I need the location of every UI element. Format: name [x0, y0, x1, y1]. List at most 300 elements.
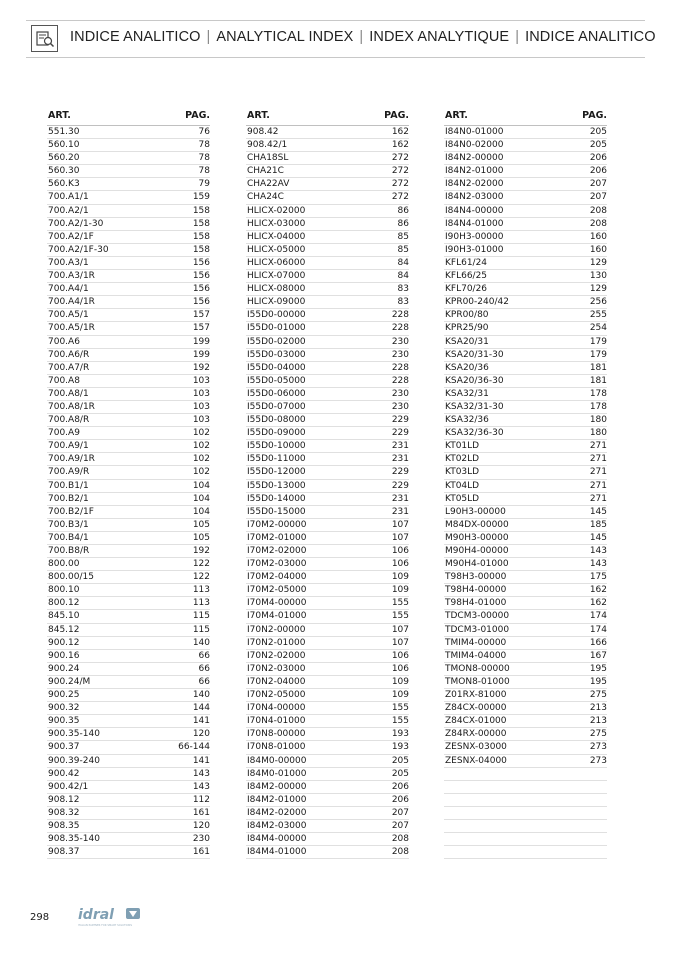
header-top-rule [26, 20, 645, 21]
article-code: KFL70/26 [445, 284, 488, 295]
index-row [246, 414, 409, 427]
index-row [47, 152, 210, 165]
article-code: 900.42 [48, 768, 80, 779]
article-code: CHA22AV [247, 179, 290, 190]
page-ref: 193 [391, 742, 409, 753]
article-code: I55D0-15000 [247, 506, 306, 517]
index-row [47, 571, 210, 584]
index-row [47, 584, 210, 597]
article-code: KPR25/90 [445, 323, 489, 334]
index-row [246, 244, 409, 257]
page-ref: 205 [589, 140, 607, 151]
page-ref: 162 [391, 127, 409, 137]
index-row [444, 375, 607, 388]
index-row [246, 270, 409, 283]
index-row [246, 584, 409, 597]
page-ref: 83 [397, 297, 409, 308]
index-row [47, 165, 210, 178]
page-ref: 179 [589, 336, 607, 347]
column-header [47, 110, 210, 126]
index-row [246, 532, 409, 545]
page-ref: 231 [391, 493, 409, 504]
article-code: Z84RX-00000 [445, 729, 507, 740]
index-row [444, 584, 607, 597]
index-row [444, 571, 607, 584]
page-ref: 129 [589, 257, 607, 268]
article-code: 900.25 [48, 690, 80, 701]
index-row [47, 205, 210, 218]
index-row [47, 728, 210, 741]
article-code: 700.A5/1 [48, 310, 89, 321]
index-row [246, 624, 409, 637]
page-ref: 66 [198, 663, 210, 674]
index-row [47, 178, 210, 191]
index-row [246, 558, 409, 571]
article-code: I55D0-06000 [247, 388, 306, 399]
index-row [47, 610, 210, 623]
index-row [47, 349, 210, 362]
page-ref: 102 [192, 428, 210, 439]
index-row [47, 401, 210, 414]
article-code: 845.10 [48, 611, 80, 622]
page-ref: 206 [589, 153, 607, 164]
article-code: 700.A2/1-30 [48, 218, 104, 229]
index-row [246, 650, 409, 663]
index-row [47, 768, 210, 781]
article-code: 908.42 [247, 127, 279, 137]
article-code: TDCM3-00000 [445, 611, 510, 622]
article-code: TMIM4-04000 [445, 650, 507, 661]
article-code: KSA20/31-30 [445, 349, 504, 360]
page-ref: 213 [589, 703, 607, 714]
article-code: 700.B2/1F [48, 506, 94, 517]
page-ref: 140 [192, 637, 210, 648]
index-row [246, 440, 409, 453]
article-code: 700.A5/1R [48, 323, 95, 334]
article-code: 700.A7/R [48, 362, 90, 373]
art-header: ART. [445, 110, 468, 121]
page-ref: 104 [192, 506, 210, 517]
page-ref: 86 [397, 205, 409, 216]
index-row [246, 165, 409, 178]
page-ref: 143 [589, 546, 607, 556]
brand-name: idral [78, 907, 114, 923]
article-code: I84M2-02000 [247, 807, 307, 818]
page-ref: 107 [391, 624, 409, 635]
index-row [47, 715, 210, 728]
index-row [246, 755, 409, 768]
article-code: I84M0-00000 [247, 755, 307, 766]
article-code: 900.32 [48, 703, 80, 714]
index-row [444, 768, 607, 781]
index-row [444, 296, 607, 309]
article-code: 700.B8/R [48, 546, 90, 556]
page-ref: 207 [391, 807, 409, 818]
brand-logo [78, 906, 144, 928]
index-row [444, 807, 607, 820]
page-ref: 166 [589, 637, 607, 648]
page-ref: 230 [391, 336, 409, 347]
index-row [444, 637, 607, 650]
page-ref: 158 [192, 218, 210, 229]
index-row [47, 466, 210, 479]
page-ref: 157 [192, 310, 210, 321]
index-row [444, 833, 607, 846]
page-ref: 161 [192, 807, 210, 818]
index-row [246, 375, 409, 388]
article-code: KT04LD [445, 480, 480, 491]
title-separator: | [206, 29, 211, 45]
index-row [444, 165, 607, 178]
page-ref: 103 [192, 375, 210, 386]
index-row [444, 349, 607, 362]
article-code: 800.12 [48, 598, 80, 609]
index-row [47, 218, 210, 231]
index-row [246, 663, 409, 676]
index-row [444, 689, 607, 702]
index-row [444, 244, 607, 257]
article-code: 700.A2/1 [48, 205, 89, 216]
article-code: Z01RX-81000 [445, 690, 507, 701]
article-code: 908.42/1 [247, 140, 288, 151]
index-row [246, 401, 409, 414]
page-ref: 229 [391, 480, 409, 491]
page-ref: 78 [198, 140, 210, 151]
article-code: I55D0-02000 [247, 336, 306, 347]
page-ref: 160 [589, 244, 607, 255]
page-ref: 162 [589, 585, 607, 596]
article-code: TMON8-00000 [445, 663, 510, 674]
page-ref: 86 [397, 218, 409, 229]
article-code: 560.30 [48, 166, 80, 177]
article-code: T98H3-00000 [445, 572, 507, 583]
index-row [246, 218, 409, 231]
article-code: KPR00/80 [445, 310, 489, 321]
index-row [47, 820, 210, 833]
page-ref: 83 [397, 284, 409, 295]
article-code: I70N2-01000 [247, 637, 306, 648]
page-ref: 199 [192, 336, 210, 347]
index-row [246, 571, 409, 584]
article-code: KFL61/24 [445, 257, 488, 268]
article-code: I55D0-07000 [247, 401, 306, 412]
article-code: I84N4-00000 [445, 205, 504, 216]
page-ref: 231 [391, 506, 409, 517]
article-code: 700.B4/1 [48, 532, 89, 543]
page-ref: 228 [391, 323, 409, 334]
index-row [47, 257, 210, 270]
index-row [246, 493, 409, 506]
index-row [444, 336, 607, 349]
page-ref: 160 [589, 231, 607, 242]
page-ref: 167 [589, 650, 607, 661]
page-ref: 109 [391, 676, 409, 687]
page-ref: 158 [192, 205, 210, 216]
page-ref: 229 [391, 428, 409, 439]
page-ref: 273 [589, 755, 607, 766]
article-code: 900.24/M [48, 676, 91, 687]
index-row [444, 663, 607, 676]
index-row [444, 152, 607, 165]
article-code: I70M2-03000 [247, 559, 307, 570]
index-row [246, 480, 409, 493]
article-code: 560.K3 [48, 179, 80, 190]
index-row [47, 231, 210, 244]
article-code: I84N0-01000 [445, 127, 504, 137]
index-row [246, 296, 409, 309]
page-ref: 174 [589, 624, 607, 635]
article-code: 908.35-140 [48, 834, 100, 845]
page-ref: 231 [391, 454, 409, 465]
article-code: 700.B1/1 [48, 480, 89, 491]
article-code: KSA32/31-30 [445, 401, 504, 412]
index-row [246, 781, 409, 794]
page-ref: 102 [192, 441, 210, 452]
article-code: I84M2-00000 [247, 781, 307, 792]
article-code: HLICX-07000 [247, 271, 306, 282]
article-code: 700.A6 [48, 336, 80, 347]
search-document-icon [31, 25, 58, 52]
page-ref: 229 [391, 415, 409, 426]
index-row [246, 257, 409, 270]
page-ref: 143 [589, 559, 607, 570]
page-ref: 228 [391, 310, 409, 321]
page-ref: 181 [589, 375, 607, 386]
index-row [444, 388, 607, 401]
index-row [47, 244, 210, 257]
index-row [246, 637, 409, 650]
article-code: 700.A3/1R [48, 271, 95, 282]
page-ref: 271 [589, 441, 607, 452]
index-row [246, 427, 409, 440]
article-code: 560.20 [48, 153, 80, 164]
article-code: I70N2-00000 [247, 624, 306, 635]
page-ref: 113 [192, 598, 210, 609]
article-code: 700.A2/1F [48, 231, 94, 242]
page-ref: 272 [391, 166, 409, 177]
index-row [246, 283, 409, 296]
article-code: 900.35 [48, 716, 80, 727]
page-ref: 84 [397, 257, 409, 268]
article-code: 900.37 [48, 742, 80, 753]
page-ref: 66 [198, 650, 210, 661]
index-row [246, 807, 409, 820]
page-ref: 106 [391, 559, 409, 570]
article-code: M84DX-00000 [445, 519, 509, 530]
index-row [444, 270, 607, 283]
index-row [444, 126, 607, 139]
index-row [444, 178, 607, 191]
article-code: 700.A8 [48, 375, 80, 386]
article-code: 551.30 [48, 127, 80, 137]
article-code: 700.A8/R [48, 415, 90, 426]
index-row [47, 624, 210, 637]
index-column-1 [47, 110, 210, 859]
index-row [444, 597, 607, 610]
page-ref: 178 [589, 401, 607, 412]
article-code: 700.B2/1 [48, 493, 89, 504]
article-code: 900.39-240 [48, 755, 100, 766]
pag-header: PAG. [384, 110, 409, 121]
page-ref: 66 [198, 676, 210, 687]
index-row [246, 506, 409, 519]
article-code: 560.10 [48, 140, 80, 151]
page-ref: 122 [192, 572, 210, 583]
article-code: T98H4-01000 [445, 598, 507, 609]
page-ref: 122 [192, 559, 210, 570]
index-row [444, 401, 607, 414]
page-ref: 208 [391, 834, 409, 845]
index-row [444, 139, 607, 152]
page-title [70, 29, 656, 45]
article-code: 800.00 [48, 559, 80, 570]
page-ref: 141 [192, 716, 210, 727]
page-ref: 103 [192, 415, 210, 426]
page-ref: 231 [391, 441, 409, 452]
article-code: KSA20/36-30 [445, 375, 504, 386]
page-ref: 155 [391, 611, 409, 622]
index-row [246, 846, 409, 859]
page-ref: 112 [192, 794, 210, 805]
page-number: 298 [30, 912, 50, 923]
index-row [246, 139, 409, 152]
page-ref: 230 [391, 349, 409, 360]
article-code: I84M0-01000 [247, 768, 307, 779]
index-row [47, 702, 210, 715]
page-ref: 105 [192, 519, 210, 530]
index-row [47, 781, 210, 794]
page-ref: 174 [589, 611, 607, 622]
page-ref: 206 [589, 166, 607, 177]
page-ref: 129 [589, 284, 607, 295]
article-code: ZESNX-03000 [445, 742, 507, 753]
index-row [246, 597, 409, 610]
index-row [47, 689, 210, 702]
page-ref: 84 [397, 271, 409, 282]
page-ref: 206 [391, 781, 409, 792]
article-code: 800.10 [48, 585, 80, 596]
index-row [47, 322, 210, 335]
article-code: TMIM4-00000 [445, 637, 507, 648]
article-code: I70N2-02000 [247, 650, 306, 661]
page-ref: 207 [589, 179, 607, 190]
index-column-3 [444, 110, 607, 859]
article-code: I55D0-11000 [247, 454, 306, 465]
index-row [444, 650, 607, 663]
page-ref: 207 [589, 192, 607, 203]
index-row [47, 597, 210, 610]
article-code: I84N4-01000 [445, 218, 504, 229]
article-code: 700.A4/1 [48, 284, 89, 295]
article-code: HLICX-06000 [247, 257, 306, 268]
article-code: KT03LD [445, 467, 480, 478]
page-ref: 155 [391, 598, 409, 609]
index-row [47, 453, 210, 466]
index-row [47, 807, 210, 820]
article-code: I84M2-01000 [247, 794, 307, 805]
page-ref: 105 [192, 532, 210, 543]
article-code: KPR00-240/42 [445, 297, 509, 308]
article-code: I70M2-05000 [247, 585, 307, 596]
index-row [444, 283, 607, 296]
article-code: 908.35 [48, 820, 80, 831]
article-code: I84M4-00000 [247, 834, 307, 845]
page-ref: 158 [192, 244, 210, 255]
art-header: ART. [48, 110, 71, 121]
index-row [47, 388, 210, 401]
article-code: 700.A9 [48, 428, 80, 439]
index-row [47, 126, 210, 139]
page-ref: 272 [391, 153, 409, 164]
article-code: 900.12 [48, 637, 80, 648]
index-row [246, 322, 409, 335]
page-ref: 145 [589, 506, 607, 517]
page-ref: 141 [192, 755, 210, 766]
article-code: KSA32/36 [445, 415, 489, 426]
index-row [47, 414, 210, 427]
page-ref: 85 [397, 231, 409, 242]
index-row [444, 506, 607, 519]
page-ref: 109 [391, 572, 409, 583]
article-code: M90H4-00000 [445, 546, 509, 556]
page-ref: 155 [391, 703, 409, 714]
article-code: KSA32/36-30 [445, 428, 504, 439]
title-en: ANALYTICAL INDEX [216, 29, 354, 45]
index-row [47, 637, 210, 650]
page-ref: 229 [391, 467, 409, 478]
pag-header: PAG. [185, 110, 210, 121]
page-ref: 213 [589, 716, 607, 727]
title-it: INDICE ANALITICO [70, 29, 201, 45]
article-code: I70N8-00000 [247, 729, 306, 740]
title-es: INDICE ANALITICO [525, 29, 656, 45]
index-row [47, 755, 210, 768]
column-header [246, 110, 409, 126]
article-code: I55D0-09000 [247, 428, 306, 439]
article-code: I70M2-01000 [247, 532, 307, 543]
page-ref: 103 [192, 401, 210, 412]
page-ref: 78 [198, 153, 210, 164]
index-row [47, 545, 210, 558]
index-row [246, 728, 409, 741]
index-row [47, 270, 210, 283]
article-code: I70N4-00000 [247, 703, 306, 714]
index-row [444, 820, 607, 833]
article-code: KFL66/25 [445, 271, 488, 282]
index-row [444, 519, 607, 532]
index-row [246, 519, 409, 532]
page-ref: 230 [192, 834, 210, 845]
page-ref: 208 [589, 205, 607, 216]
index-row [246, 309, 409, 322]
index-row [47, 296, 210, 309]
index-row [246, 794, 409, 807]
article-code: I55D0-05000 [247, 375, 306, 386]
page-ref: 115 [192, 624, 210, 635]
index-row [47, 846, 210, 859]
pag-header: PAG. [582, 110, 607, 121]
index-row [444, 322, 607, 335]
article-code: ZESNX-04000 [445, 755, 507, 766]
article-code: HLICX-05000 [247, 244, 306, 255]
article-code: HLICX-02000 [247, 205, 306, 216]
page-ref: 109 [391, 690, 409, 701]
page-ref: 115 [192, 611, 210, 622]
article-code: 900.24 [48, 663, 80, 674]
article-code: 908.32 [48, 807, 80, 818]
page-ref: 162 [589, 598, 607, 609]
page-ref: 207 [391, 820, 409, 831]
